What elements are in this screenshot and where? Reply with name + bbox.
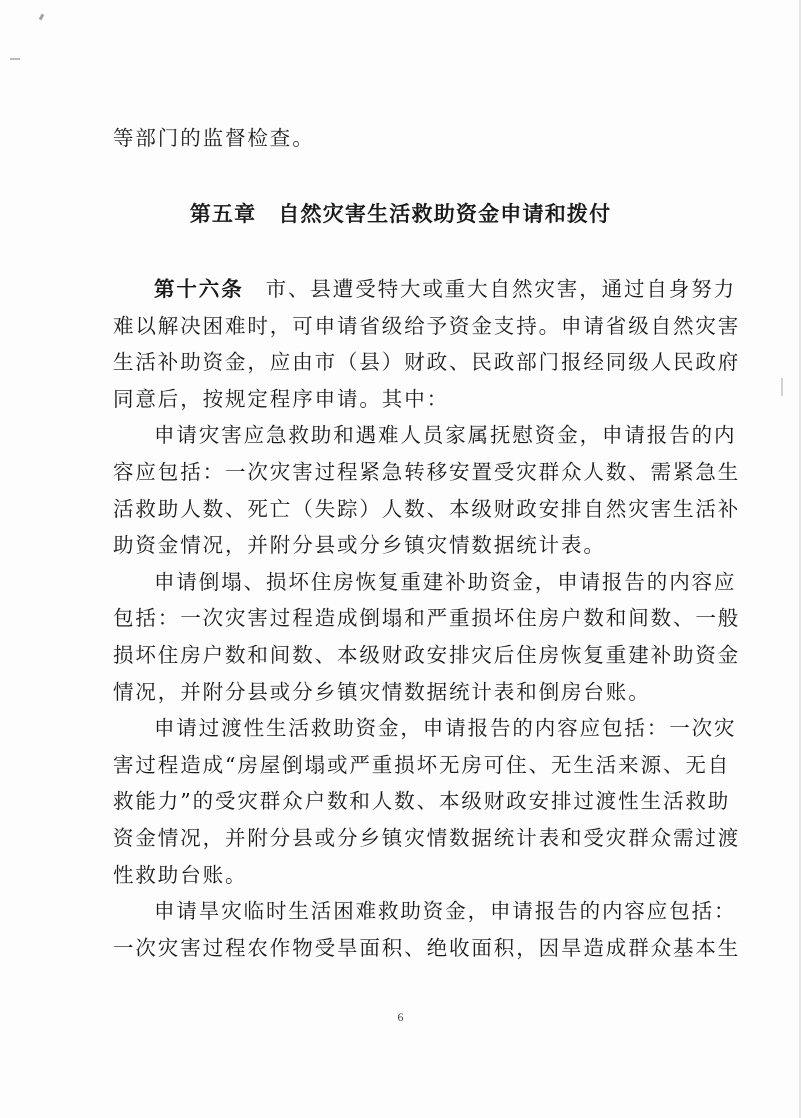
page-number: 6 bbox=[397, 1010, 404, 1024]
scan-artifact bbox=[10, 58, 20, 60]
chapter-number: 第五章 bbox=[189, 202, 257, 226]
paragraph-line: 情况，并附分县或分乡镇灾情数据统计表和倒房台账。 bbox=[113, 679, 651, 704]
paragraph-line: 申请旱灾临时生活困难救助资金，申请报告的内容应包括： bbox=[154, 899, 737, 924]
paragraph-line: 活救助人数、死亡（失踪）人数、本级财政安排自然灾害生活补 bbox=[113, 496, 741, 521]
paragraph-line: 同意后，按规定程序申请。其中： bbox=[113, 386, 449, 411]
scan-artifact bbox=[781, 378, 783, 396]
paragraph-line: 一次灾害过程农作物受旱面积、绝收面积，因旱造成群众基本生 bbox=[113, 935, 741, 960]
chapter-title: 自然灾害生活救助资金申请和拨付 bbox=[278, 202, 612, 226]
article-label: 第十六条 bbox=[154, 277, 244, 301]
scan-artifact bbox=[39, 14, 45, 21]
paragraph-line: 害过程造成“房屋倒塌或严重损坏无房可住、无生活来源、无自 bbox=[113, 752, 731, 777]
paragraph-line: 申请过渡性生活救助资金，申请报告的内容应包括：一次灾 bbox=[154, 716, 737, 741]
paragraph-line: 损坏住房户数和间数、本级财政安排灾后住房恢复重建补助资金 bbox=[113, 642, 741, 667]
paragraph-line: 生活补助资金，应由市（县）财政、民政部门报经同级人民政府 bbox=[113, 350, 741, 375]
paragraph-line: 助资金情况，并附分县或分乡镇灾情数据统计表。 bbox=[113, 533, 606, 558]
page-body bbox=[113, 120, 688, 157]
paragraph-line: 资金情况，并附分县或分乡镇灾情数据统计表和受灾群众需过渡 bbox=[113, 825, 741, 850]
paragraph-line: 难以解决困难时，可申请省级给予资金支持。申请省级自然灾害 bbox=[113, 313, 741, 338]
paragraph-line: 容应包括：一次灾害过程紧急转移安置受灾群众人数、需紧急生 bbox=[113, 459, 741, 484]
paragraph-line: 申请灾害应急救助和遇难人员家属抚慰资金，申请报告的内 bbox=[154, 423, 737, 448]
article-16 bbox=[113, 271, 741, 966]
continuation-text: 等部门的监督检查。 bbox=[113, 126, 315, 150]
chapter-heading bbox=[0, 198, 801, 228]
paragraph-line: 包括：一次灾害过程造成倒塌和严重损坏住房户数和间数、一般 bbox=[113, 606, 741, 631]
paragraph-line: 救能力”的受灾群众户数和人数、本级财政安排过渡性生活救助 bbox=[113, 789, 731, 814]
paragraph-line: 申请倒塌、损坏住房恢复重建补助资金，申请报告的内容应 bbox=[154, 569, 737, 594]
paragraph-line: 第十六条 市、县遭受特大或重大自然灾害，通过自身努力 bbox=[154, 277, 737, 301]
paragraph-line: 性救助台账。 bbox=[113, 862, 248, 887]
